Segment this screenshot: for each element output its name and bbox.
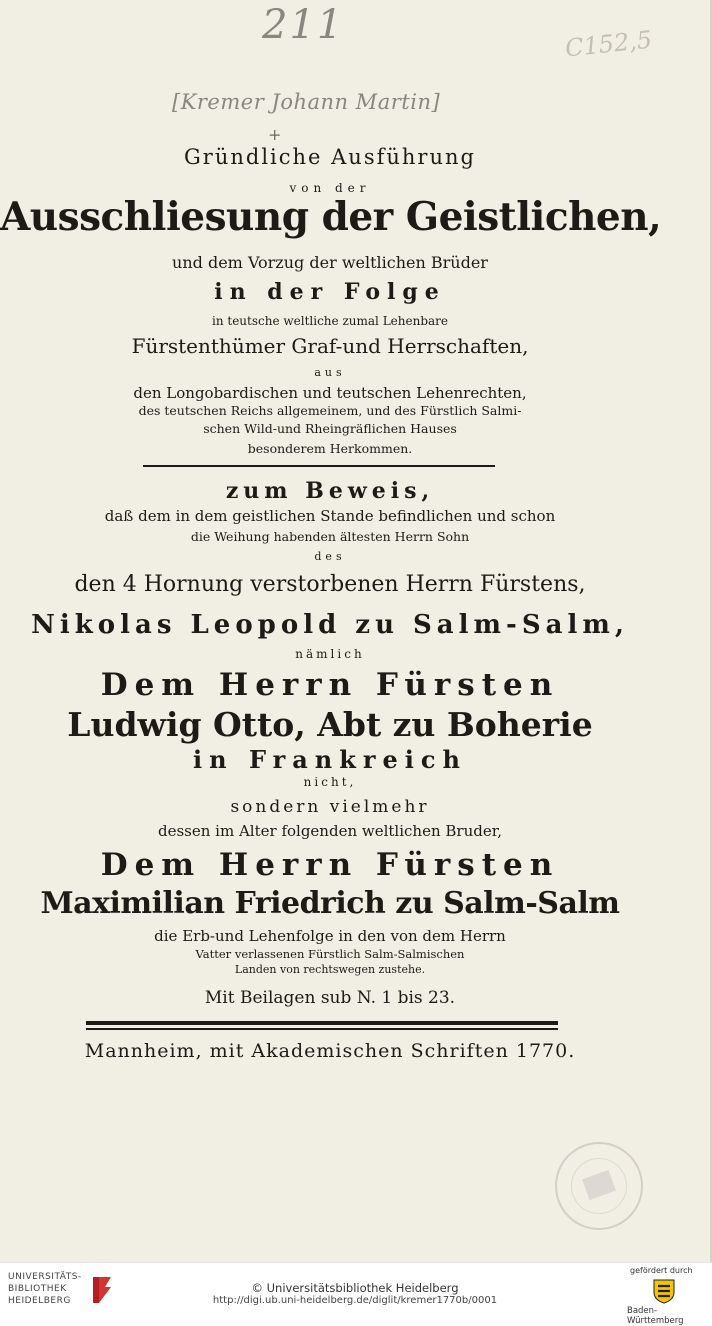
title-line-14: daß dem in dem geistlichen Stande befindlichen und schon bbox=[104, 507, 556, 525]
title-line-8: aus bbox=[314, 366, 346, 379]
title-line-19: nämlich bbox=[295, 647, 365, 661]
title-line-11: schen Wild-und Rheingräflichen Hauses bbox=[203, 421, 457, 436]
title-line-25: dessen im Alter folgenden weltlichen Bruder, bbox=[158, 822, 502, 840]
library-logo-icon bbox=[93, 1273, 113, 1307]
double-rule-thin bbox=[86, 1028, 558, 1030]
title-line-2: von der bbox=[289, 181, 371, 195]
title-line-31: Mit Beilagen sub N. 1 bis 23. bbox=[204, 988, 456, 1008]
title-line-30: Landen von rechtswegen zustehe. bbox=[234, 963, 426, 976]
title-line-28: die Erb-und Lehenfolge in den von dem Herrn bbox=[154, 927, 506, 945]
handwritten-corner-note: C152,5 bbox=[563, 25, 654, 63]
title-line-10: des teutschen Reichs allgemeinem, und des Fürstlich Salmi- bbox=[138, 403, 522, 418]
library-name-line-2: BIBLIOTHEK bbox=[8, 1284, 67, 1294]
permalink-url[interactable]: http://digi.ub.uni-heidelberg.de/diglit/kremer1770b/0001 bbox=[212, 1295, 498, 1306]
title-line-12: besonderem Herkommen. bbox=[247, 441, 413, 456]
title-line-24: sondern vielmehr bbox=[230, 797, 430, 817]
title-line-4: und dem Vorzug der weltlichen Brüder bbox=[172, 253, 488, 272]
funder-name: Baden-Württemberg bbox=[627, 1306, 684, 1326]
title-line-20: Dem Herrn Fürsten bbox=[100, 667, 560, 703]
title-line-7: Fürstenthümer Graf-und Herrschaften, bbox=[131, 334, 529, 358]
title-line-5: in der Folge bbox=[214, 279, 446, 305]
double-rule-thick bbox=[86, 1021, 558, 1025]
baden-wuerttemberg-crest-icon bbox=[652, 1278, 676, 1304]
title-line-26: Dem Herrn Fürsten bbox=[100, 847, 560, 883]
title-line-16: des bbox=[314, 550, 346, 563]
funded-by-label: gefördert durch bbox=[630, 1266, 693, 1275]
title-line-27: Maximilian Friedrich zu Salm-Salm bbox=[40, 886, 620, 921]
handwritten-shelf-number: 211 bbox=[262, 2, 345, 48]
handwritten-cross: + bbox=[268, 125, 282, 144]
title-line-21: Ludwig Otto, Abt zu Boherie bbox=[67, 705, 593, 744]
title-line-22: in Frankreich bbox=[193, 745, 467, 774]
title-line-29: Vatter verlassenen Fürstlich Salm-Salmischen bbox=[195, 947, 465, 961]
section-divider bbox=[143, 465, 495, 467]
title-line-23: nicht, bbox=[303, 775, 357, 789]
copyright-notice: © Universitätsbibliothek Heidelberg bbox=[251, 1281, 459, 1295]
title-line-13: zum Beweis, bbox=[225, 478, 435, 504]
main-title: Ausschliesung der Geistlichen, bbox=[0, 194, 662, 240]
title-line-17: den 4 Hornung verstorbenen Herrn Fürstens, bbox=[74, 572, 586, 597]
library-name-line-1: UNIVERSITÄTS- bbox=[8, 1272, 82, 1282]
title-line-9: den Longobardischen und teutschen Lehenrechten, bbox=[133, 384, 527, 402]
footer-bar bbox=[0, 1262, 712, 1326]
title-line-18: Nikolas Leopold zu Salm-Salm, bbox=[31, 610, 629, 640]
library-stamp bbox=[555, 1142, 643, 1230]
imprint-line: Mannheim, mit Akademischen Schriften 1770. bbox=[84, 1040, 576, 1062]
title-line-15: die Weihung habenden ältesten Herrn Sohn bbox=[190, 529, 470, 544]
title-line-1: Gründliche Ausführung bbox=[184, 145, 476, 169]
library-name-line-3: HEIDELBERG bbox=[8, 1296, 71, 1306]
handwritten-author-note: [Kremer Johann Martin] bbox=[172, 90, 441, 114]
title-line-6: in teutsche weltliche zumal Lehenbare bbox=[212, 314, 448, 328]
